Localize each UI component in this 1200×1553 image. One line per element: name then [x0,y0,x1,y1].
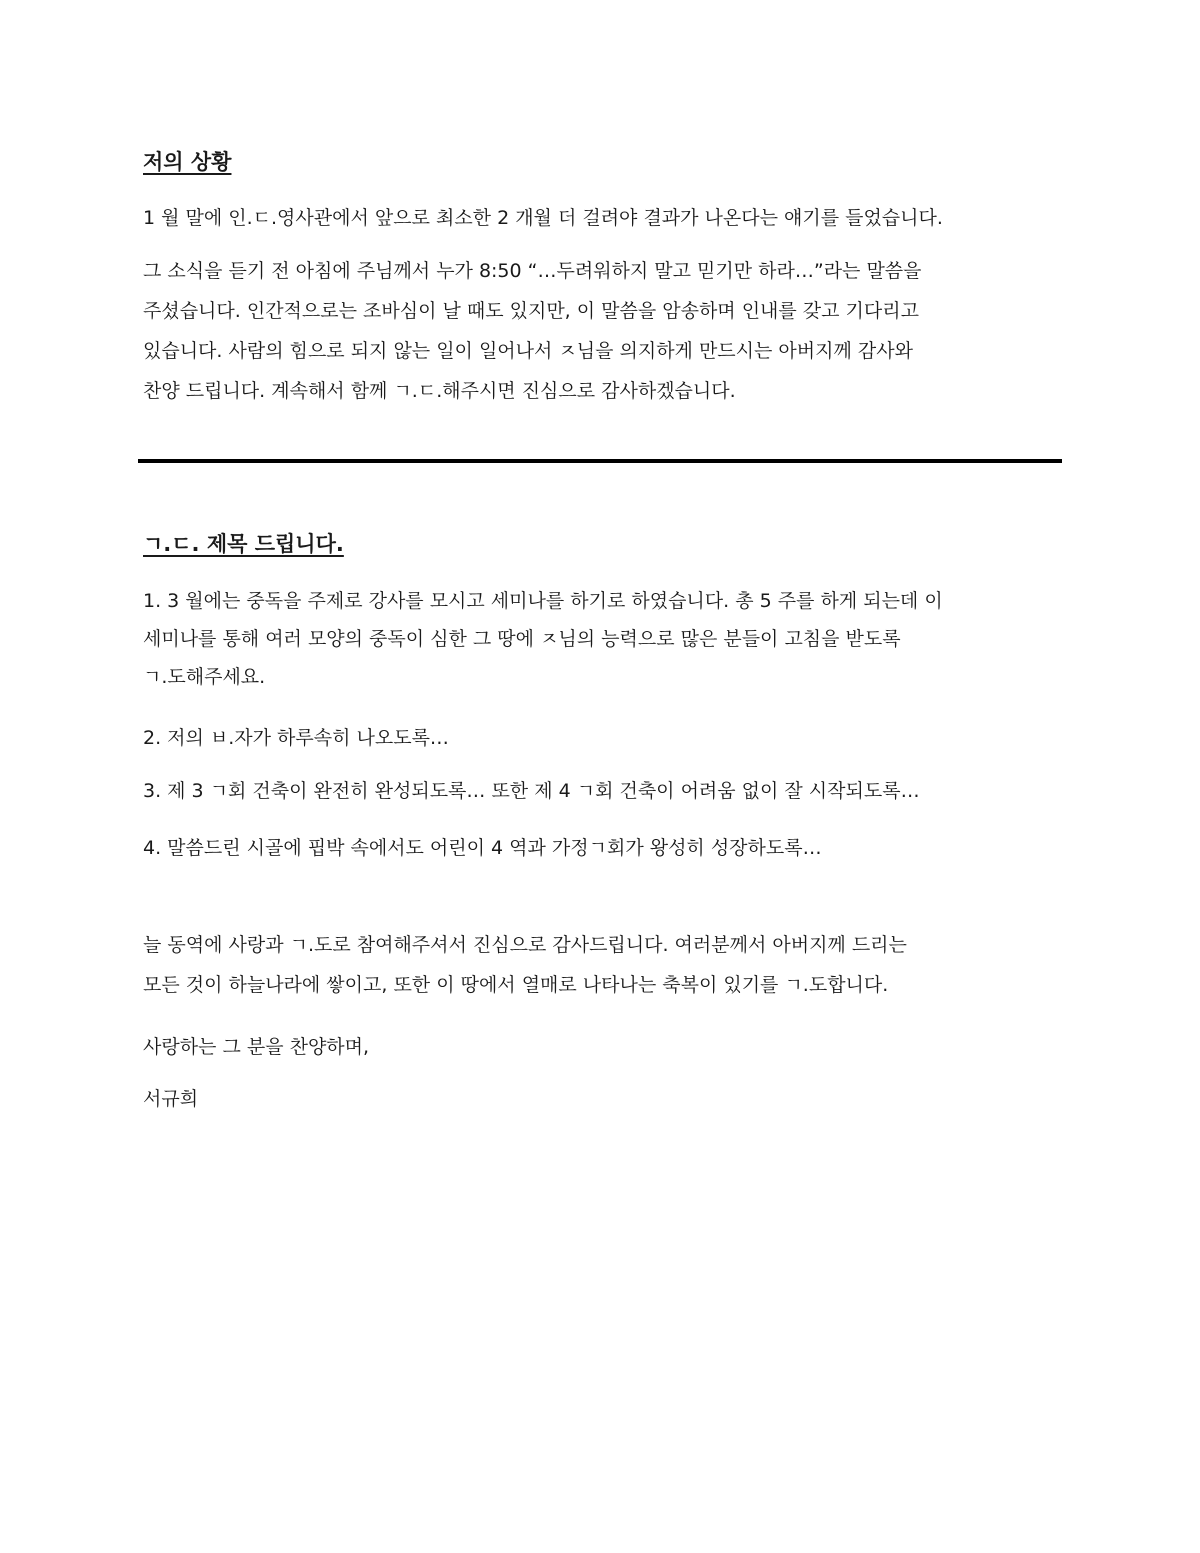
text-line: 1 월 말에 인.ㄷ.영사관에서 앞으로 최소한 2 개월 더 걸려야 결과가 나온다는 얘기를 들었습니다. [143,207,943,229]
closing-paragraph [143,928,1063,1002]
text-line: 찬양 드립니다. 계속해서 함께 ㄱ.ㄷ.해주시면 진심으로 감사하겠습니다. [143,380,736,402]
text-line: ㄱ.도해주세요. [143,666,266,688]
text-line: 세미나를 통해 여러 모양의 중독이 심한 그 땅에 ㅈ님의 능력으로 많은 분들이 고침을 받도록 [143,628,901,650]
situation-heading: 저의 상황 [143,150,232,174]
situation-paragraph-1 [143,201,1063,235]
text-line: 사랑하는 그 분을 찬양하며, [143,1036,370,1058]
text-line: 1. 3 월에는 중독을 주제로 강사를 모시고 세미나를 하기로 하였습니다. 총 5 주를 하게 되는데 이 [143,590,943,612]
text-line: 3. 제 3 ㄱ회 건축이 완전히 완성되도록… 또한 제 4 ㄱ회 건축이 어려움 없이 잘 시작되도록… [143,780,920,802]
signature [143,1082,1063,1116]
text-line: 주셨습니다. 인간적으로는 조바심이 날 때도 있지만, 이 말씀을 암송하며 인내를 갖고 기다리고 [143,300,919,322]
prayer-section [143,530,1063,558]
signature-name: 서규희 [143,1088,199,1110]
text-line: 늘 동역에 사랑과 ㄱ.도로 참여해주셔서 진심으로 감사드립니다. 여러분께서 아버지께 드리는 [143,934,907,956]
prayer-item-4 [143,831,1063,865]
section-divider [138,459,1062,463]
text-line: 그 소식을 듣기 전 아침에 주님께서 누가 8:50 “…두려워하지 말고 믿기만 하라…”라는 말씀을 [143,260,922,282]
prayer-heading: ㄱ.ㄷ. 제목 드립니다. [143,532,344,556]
situation-section [143,148,1063,176]
prayer-item-2 [143,721,1063,755]
text-line: 4. 말씀드린 시골에 핍박 속에서도 어린이 4 역과 가정ㄱ회가 왕성히 성장하도록… [143,837,822,859]
text-line: 있습니다. 사람의 힘으로 되지 않는 일이 일어나서 ㅈ님을 의지하게 만드시는 아버지께 감사와 [143,340,913,362]
situation-paragraph-2 [143,254,1063,408]
closing-salutation [143,1030,1063,1064]
prayer-item-3 [143,774,1063,808]
text-line: 모든 것이 하늘나라에 쌓이고, 또한 이 땅에서 열매로 나타나는 축복이 있기를 ㄱ.도합니다. [143,974,889,996]
text-line: 2. 저의 ㅂ.자가 하루속히 나오도록… [143,727,449,749]
prayer-item-1 [143,584,1063,694]
